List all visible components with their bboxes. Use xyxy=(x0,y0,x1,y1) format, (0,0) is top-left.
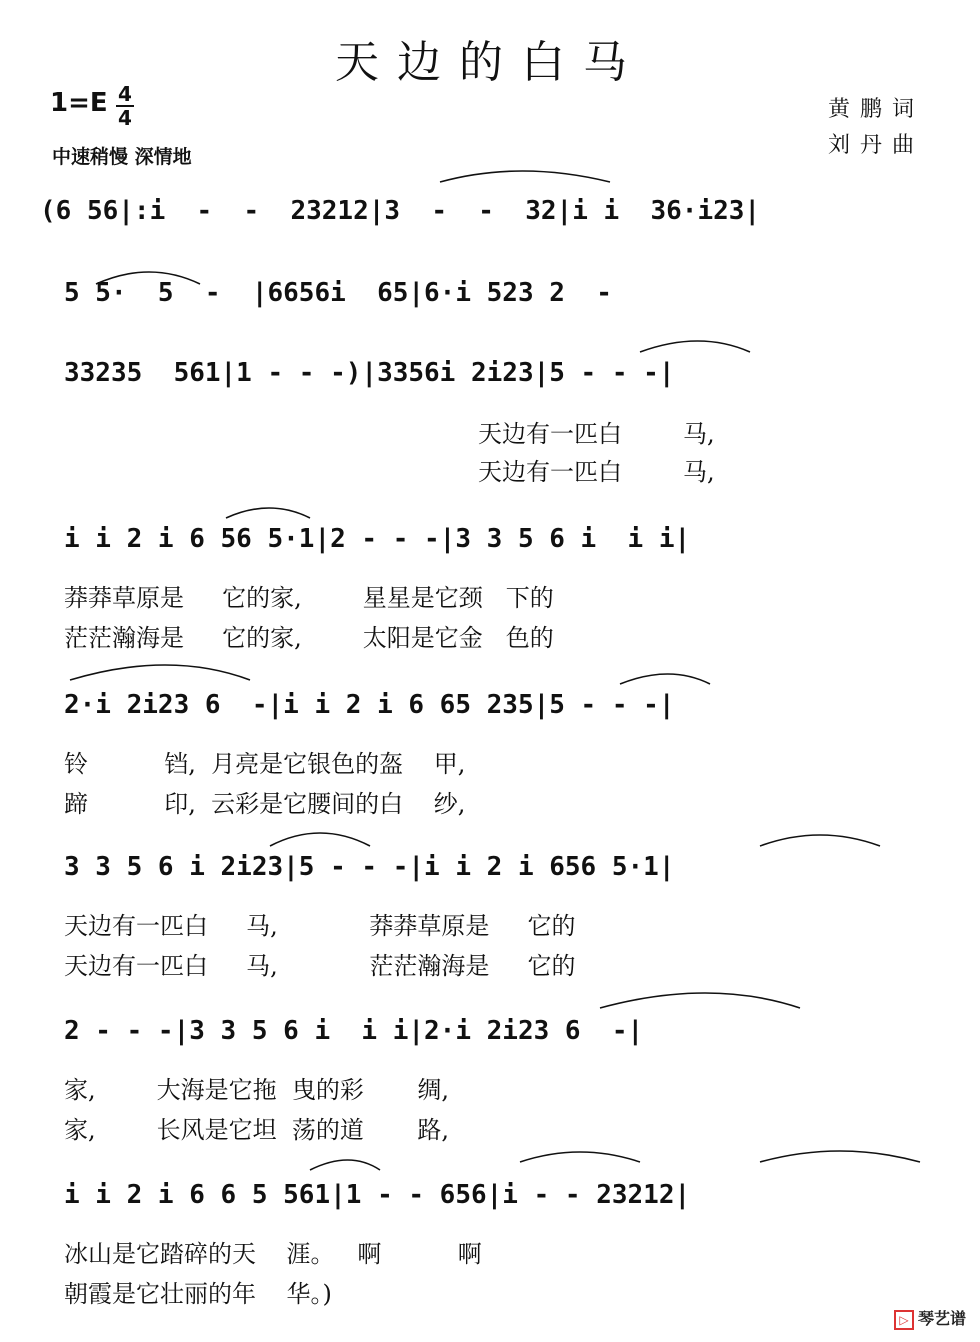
tempo-marking: 中速稍慢 深情地 xyxy=(52,146,192,168)
lyric-line: 朝霞是它壮丽的年 华。) xyxy=(64,1280,332,1308)
lyricist: 黄鹏词 xyxy=(827,97,924,122)
notation-row: 2·i 2i23 6 -|i i 2 i 6 65 235|5 - - -| xyxy=(64,690,675,720)
notation-row: 3 3 5 6 i 2i23|5 - - -|i i 2 i 656 5·1| xyxy=(64,852,675,882)
slur xyxy=(440,171,610,182)
notation-row: i i 2 i 6 56 5·1|2 - - -|3 3 5 6 i i i| xyxy=(64,524,691,554)
slur xyxy=(760,1151,920,1162)
time-top: 4 xyxy=(118,82,132,106)
notation-row: 5 5· 5 - |6656i 65|6·i 523 2 - xyxy=(64,278,612,308)
lyric-line: 天边有一匹白 马, 莽莽草原是 它的 xyxy=(64,912,576,940)
lyric-line: 冰山是它踏碎的天 涯。 啊 啊 xyxy=(64,1240,482,1268)
notation-row: (6 56|:i - - 23212|3 - - 32|i i 36·i23| xyxy=(40,196,761,226)
lyric-line: 家, 大海是它拖 曳的彩 绸, xyxy=(64,1076,449,1104)
watermark-text: 琴艺谱 xyxy=(917,1309,966,1328)
song-title: 天边的白马 xyxy=(335,37,645,88)
lyric-line: 铃 铛, 月亮是它银色的盔 甲, xyxy=(64,750,466,778)
notation-row: i i 2 i 6 6 5 561|1 - - 656|i - - 23212| xyxy=(64,1180,691,1210)
lyric-line: 家, 长风是它坦 荡的道 路, xyxy=(64,1116,449,1144)
lyric-line: 天边有一匹白 马, xyxy=(478,420,715,448)
slur xyxy=(226,508,310,518)
slur xyxy=(620,674,710,684)
watermark-logo xyxy=(894,1306,966,1330)
slur xyxy=(600,993,800,1008)
lyric-line: 天边有一匹白 马, 茫茫瀚海是 它的 xyxy=(64,952,576,980)
slur xyxy=(310,1160,380,1170)
notation-row: 33235 561|1 - - -)|3356i 2i23|5 - - -| xyxy=(64,358,675,388)
lyric-line: 蹄 印, 云彩是它腰间的白 纱, xyxy=(64,790,466,818)
lyric-line: 天边有一匹白 马, xyxy=(478,458,715,486)
slur xyxy=(640,341,750,352)
notation-row: 2 - - -|3 3 5 6 i i i|2·i 2i23 6 -| xyxy=(64,1016,644,1046)
time-bottom: 4 xyxy=(118,106,132,130)
slur xyxy=(270,833,370,846)
logo-icon: ▷ xyxy=(894,1310,914,1330)
composer: 刘丹曲 xyxy=(827,133,924,158)
lyric-line: 莽莽草原是 它的家, 星星是它颈 下的 xyxy=(64,584,554,612)
slur xyxy=(70,665,250,680)
lyric-line: 茫茫瀚海是 它的家, 太阳是它金 色的 xyxy=(64,624,554,652)
slur xyxy=(760,835,880,846)
time-signature xyxy=(116,84,134,128)
key-signature: 1=E xyxy=(50,88,108,118)
slur xyxy=(520,1152,640,1162)
